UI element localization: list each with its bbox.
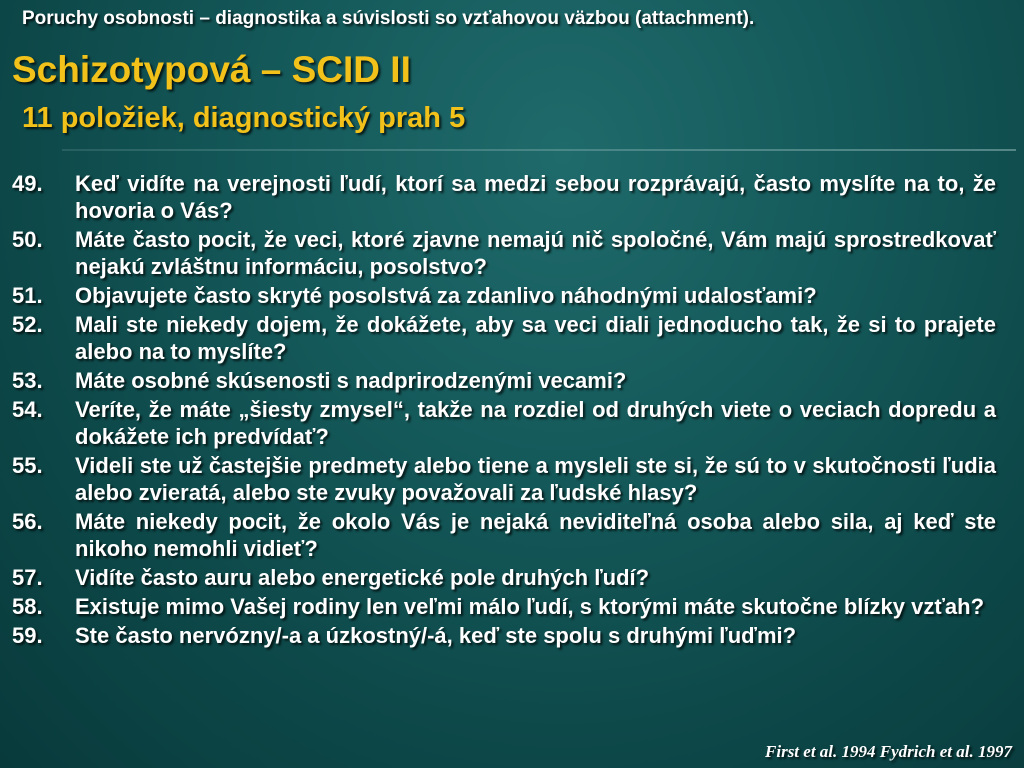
list-item [12, 367, 996, 394]
item-number: 54. [12, 397, 43, 422]
list-item [12, 564, 996, 591]
item-number: 51. [12, 283, 43, 308]
item-text: Ste často nervózny/-a a úzkostný/-á, keď ste spolu s druhými ľuďmi? [75, 623, 797, 648]
item-number: 56. [12, 509, 43, 534]
item-text: Máte často pocit, že veci, ktoré zjavne nemajú nič spoločné, Vám majú sprostredkovať nejakú zvláštnu informáciu, posolstvo? [75, 227, 996, 279]
item-text: Máte niekedy pocit, že okolo Vás je nejaká neviditeľná osoba alebo sila, aj keď ste nikoho nemohli vidieť? [75, 509, 996, 561]
item-text: Máte osobné skúsenosti s nadprirodzenými vecami? [75, 368, 627, 393]
slide-title: Schizotypová – SCID II [12, 49, 411, 90]
item-number: 49. [12, 171, 43, 196]
item-number: 57. [12, 565, 43, 590]
slide-subtitle: Poruchy osobnosti – diagnostika a súvislosti so vzťahovou väzbou (attachment). [22, 8, 755, 29]
list-item [12, 593, 996, 620]
list-item [12, 452, 996, 506]
list-item [12, 508, 996, 562]
item-text: Vidíte často auru alebo energetické pole druhých ľudí? [75, 565, 650, 590]
item-text: Mali ste niekedy dojem, že dokážete, aby sa veci diali jednoducho tak, že si to prajete alebo na to myslíte? [75, 312, 996, 364]
item-number: 53. [12, 368, 43, 393]
list-item [12, 622, 996, 649]
item-text: Objavujete často skryté posolstvá za zdanlivo náhodnými udalosťami? [75, 283, 817, 308]
item-number: 59. [12, 623, 43, 648]
question-list [12, 170, 996, 651]
list-item [12, 226, 996, 280]
item-text: Videli ste už častejšie predmety alebo tiene a mysleli ste si, že sú to v skutočnosti ľudia alebo zvieratá, alebo ste zvuky považovali za ľudské hlasy? [75, 453, 996, 505]
item-number: 58. [12, 594, 43, 619]
item-text: Keď vidíte na verejnosti ľudí, ktorí sa medzi sebou rozprávajú, často myslíte na to, že hovoria o Vás? [75, 171, 996, 223]
item-number: 50. [12, 227, 43, 252]
item-text: Veríte, že máte „šiesty zmysel“, takže na rozdiel od druhých viete o veciach dopredu a dokážete ich predvídať? [75, 397, 996, 449]
citation: First et al. 1994 Fydrich et al. 1997 [765, 742, 1012, 761]
item-number: 52. [12, 312, 43, 337]
list-item [12, 170, 996, 224]
divider-line [62, 149, 1016, 151]
list-item [12, 311, 996, 365]
list-item [12, 396, 996, 450]
list-item [12, 282, 996, 309]
item-text: Existuje mimo Vašej rodiny len veľmi málo ľudí, s ktorými máte skutočne blízky vzťah? [75, 594, 985, 619]
slide-subheading: 11 položiek, diagnostický prah 5 [22, 102, 466, 134]
item-number: 55. [12, 453, 43, 478]
